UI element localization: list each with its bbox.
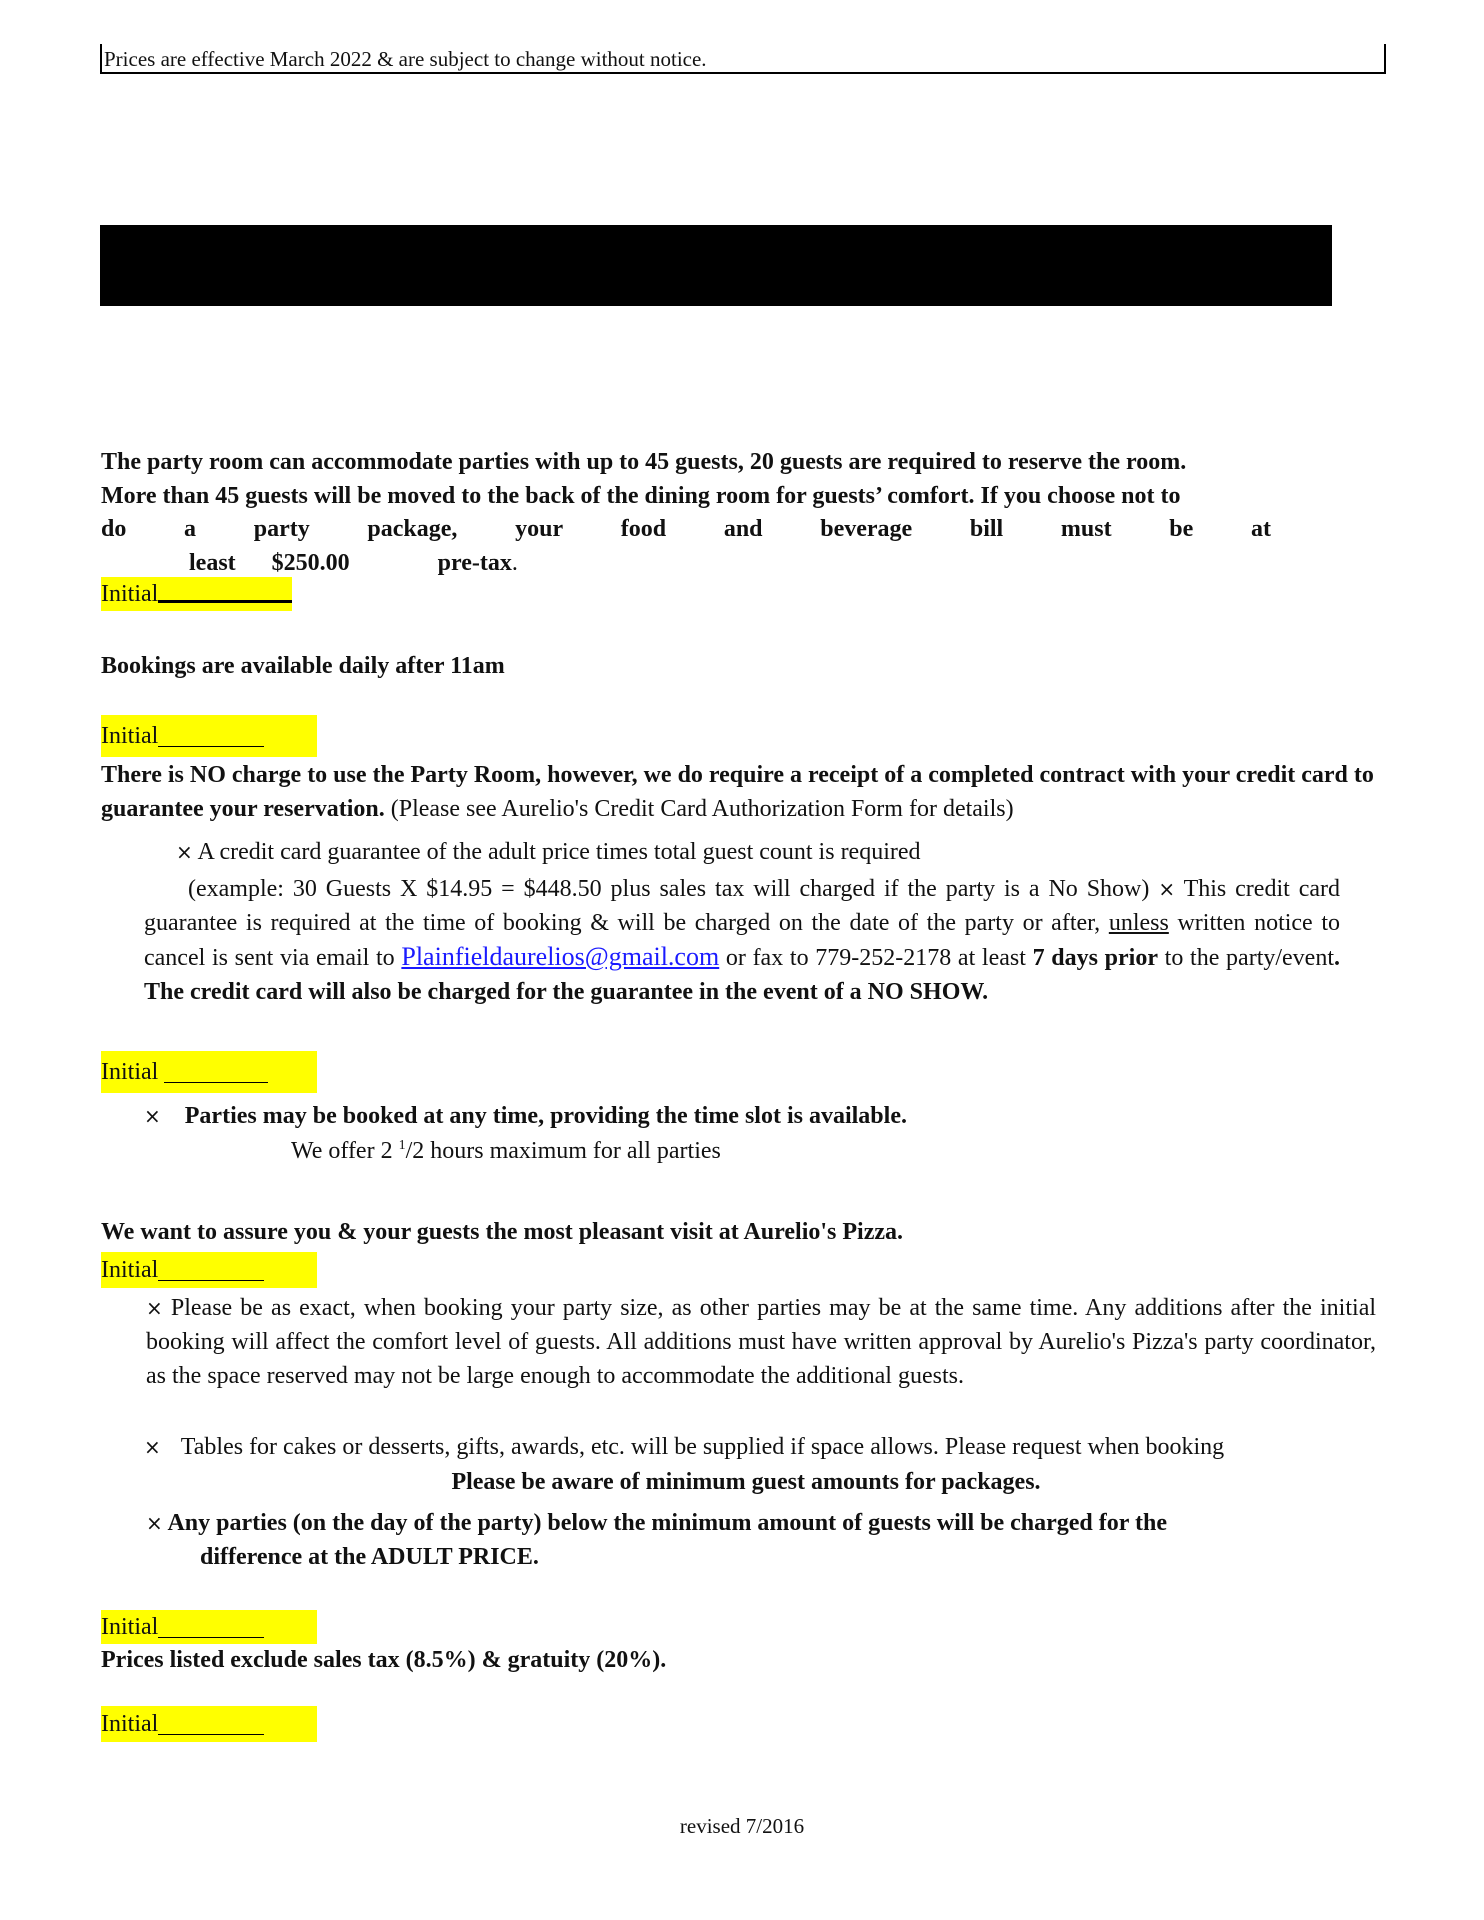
guarantee-bullet-1: × A credit card guarantee of the adult price times total guest count is required — [176, 839, 921, 865]
bullet-x-icon: × — [1158, 877, 1176, 901]
email-link[interactable]: Plainfieldaurelios@gmail.com — [401, 942, 720, 971]
initial-field-3[interactable]: Initial — [101, 1051, 317, 1093]
bullet-x-icon: × — [144, 1104, 161, 1128]
bookings-text: Bookings are available daily after 11am — [101, 653, 505, 679]
prices-text: Prices listed exclude sales tax (8.5%) & gratuity (20%). — [101, 1647, 667, 1673]
bullet-x-icon: × — [146, 1511, 163, 1535]
bullet-x-icon: × — [176, 840, 193, 864]
intro-paragraph — [101, 446, 1391, 580]
guarantee-paragraph: (example: 30 Guests X $14.95 = $448.50 plus sales tax will charged if the party is a No Show) × This credit card guarantee is required at the time of booking & will be charged on the date of the party or after, unless written notice to cancel is sent via email to Plainfieldaurelios@gmail.com or fax to 779-252-2178 at least 7 days prior to the party/event. The credit card will also be charged for the guarantee in the event of a NO SHOW. — [144, 876, 1341, 1005]
initial-field-1[interactable]: Initial — [101, 577, 292, 612]
intro-line-4: least $250.00 pre-tax. — [189, 549, 518, 576]
revision-footer: revised 7/2016 — [679, 1814, 805, 1838]
minimum-charge: × Any parties (on the day of the party) below the minimum amount of guests will be charged for the difference at the ADULT PRICE. — [146, 1510, 1167, 1570]
exact-paragraph: × Please be as exact, when booking your party size, as other parties may be at the same time. Any additions after the initial booking will affect the comfort level of guests. All additions must have written approval by Aurelio's Pizza's party coordinator, as the space reserved may not be large enough to accommodate the additional guests. — [146, 1295, 1377, 1389]
assure-text: We want to assure you & your guests the most pleasant visit at Aurelio's Pizza. — [101, 1219, 903, 1245]
tables-bullet: × Tables for cakes or desserts, gifts, awards, etc. will be supplied if space allows. Please request when booking — [144, 1434, 1225, 1460]
bullet-x-icon: × — [146, 1296, 163, 1320]
time-slot-offer: We offer 2 $^1$/2 hours maximum for all parties — [291, 1138, 721, 1164]
initial-field-5[interactable]: Initial — [101, 1610, 317, 1645]
initial-field-2[interactable]: Initial — [101, 715, 317, 757]
bullet-x-icon: × — [144, 1435, 161, 1459]
charge-paragraph: There is NO charge to use the Party Room, however, we do require a receipt of a completed contract with your credit card to guarantee your reservation. (Please see Aurelio's Credit Card Authorization Form for details) — [101, 762, 1374, 822]
initial-field-4[interactable]: Initial — [101, 1252, 317, 1288]
price-notice: Prices are effective March 2022 & are subject to change without notice. — [100, 44, 1386, 74]
intro-line-2: More than 45 guests will be moved to the back of the dining room for guests’ comfort. If you choose not to — [101, 482, 1181, 509]
intro-line-1: The party room can accommodate parties with up to 45 guests, 20 guests are required to reserve the room. — [101, 449, 1187, 475]
redaction-bar — [100, 225, 1332, 306]
time-slot-bullet: × Parties may be booked at any time, providing the time slot is available. — [144, 1103, 907, 1129]
intro-line-3: do a party package, your food and beverage bill must be at — [101, 516, 1271, 543]
minimum-aware: Please be aware of minimum guest amounts for packages. — [451, 1469, 1041, 1495]
initial-field-6[interactable]: Initial — [101, 1706, 317, 1742]
